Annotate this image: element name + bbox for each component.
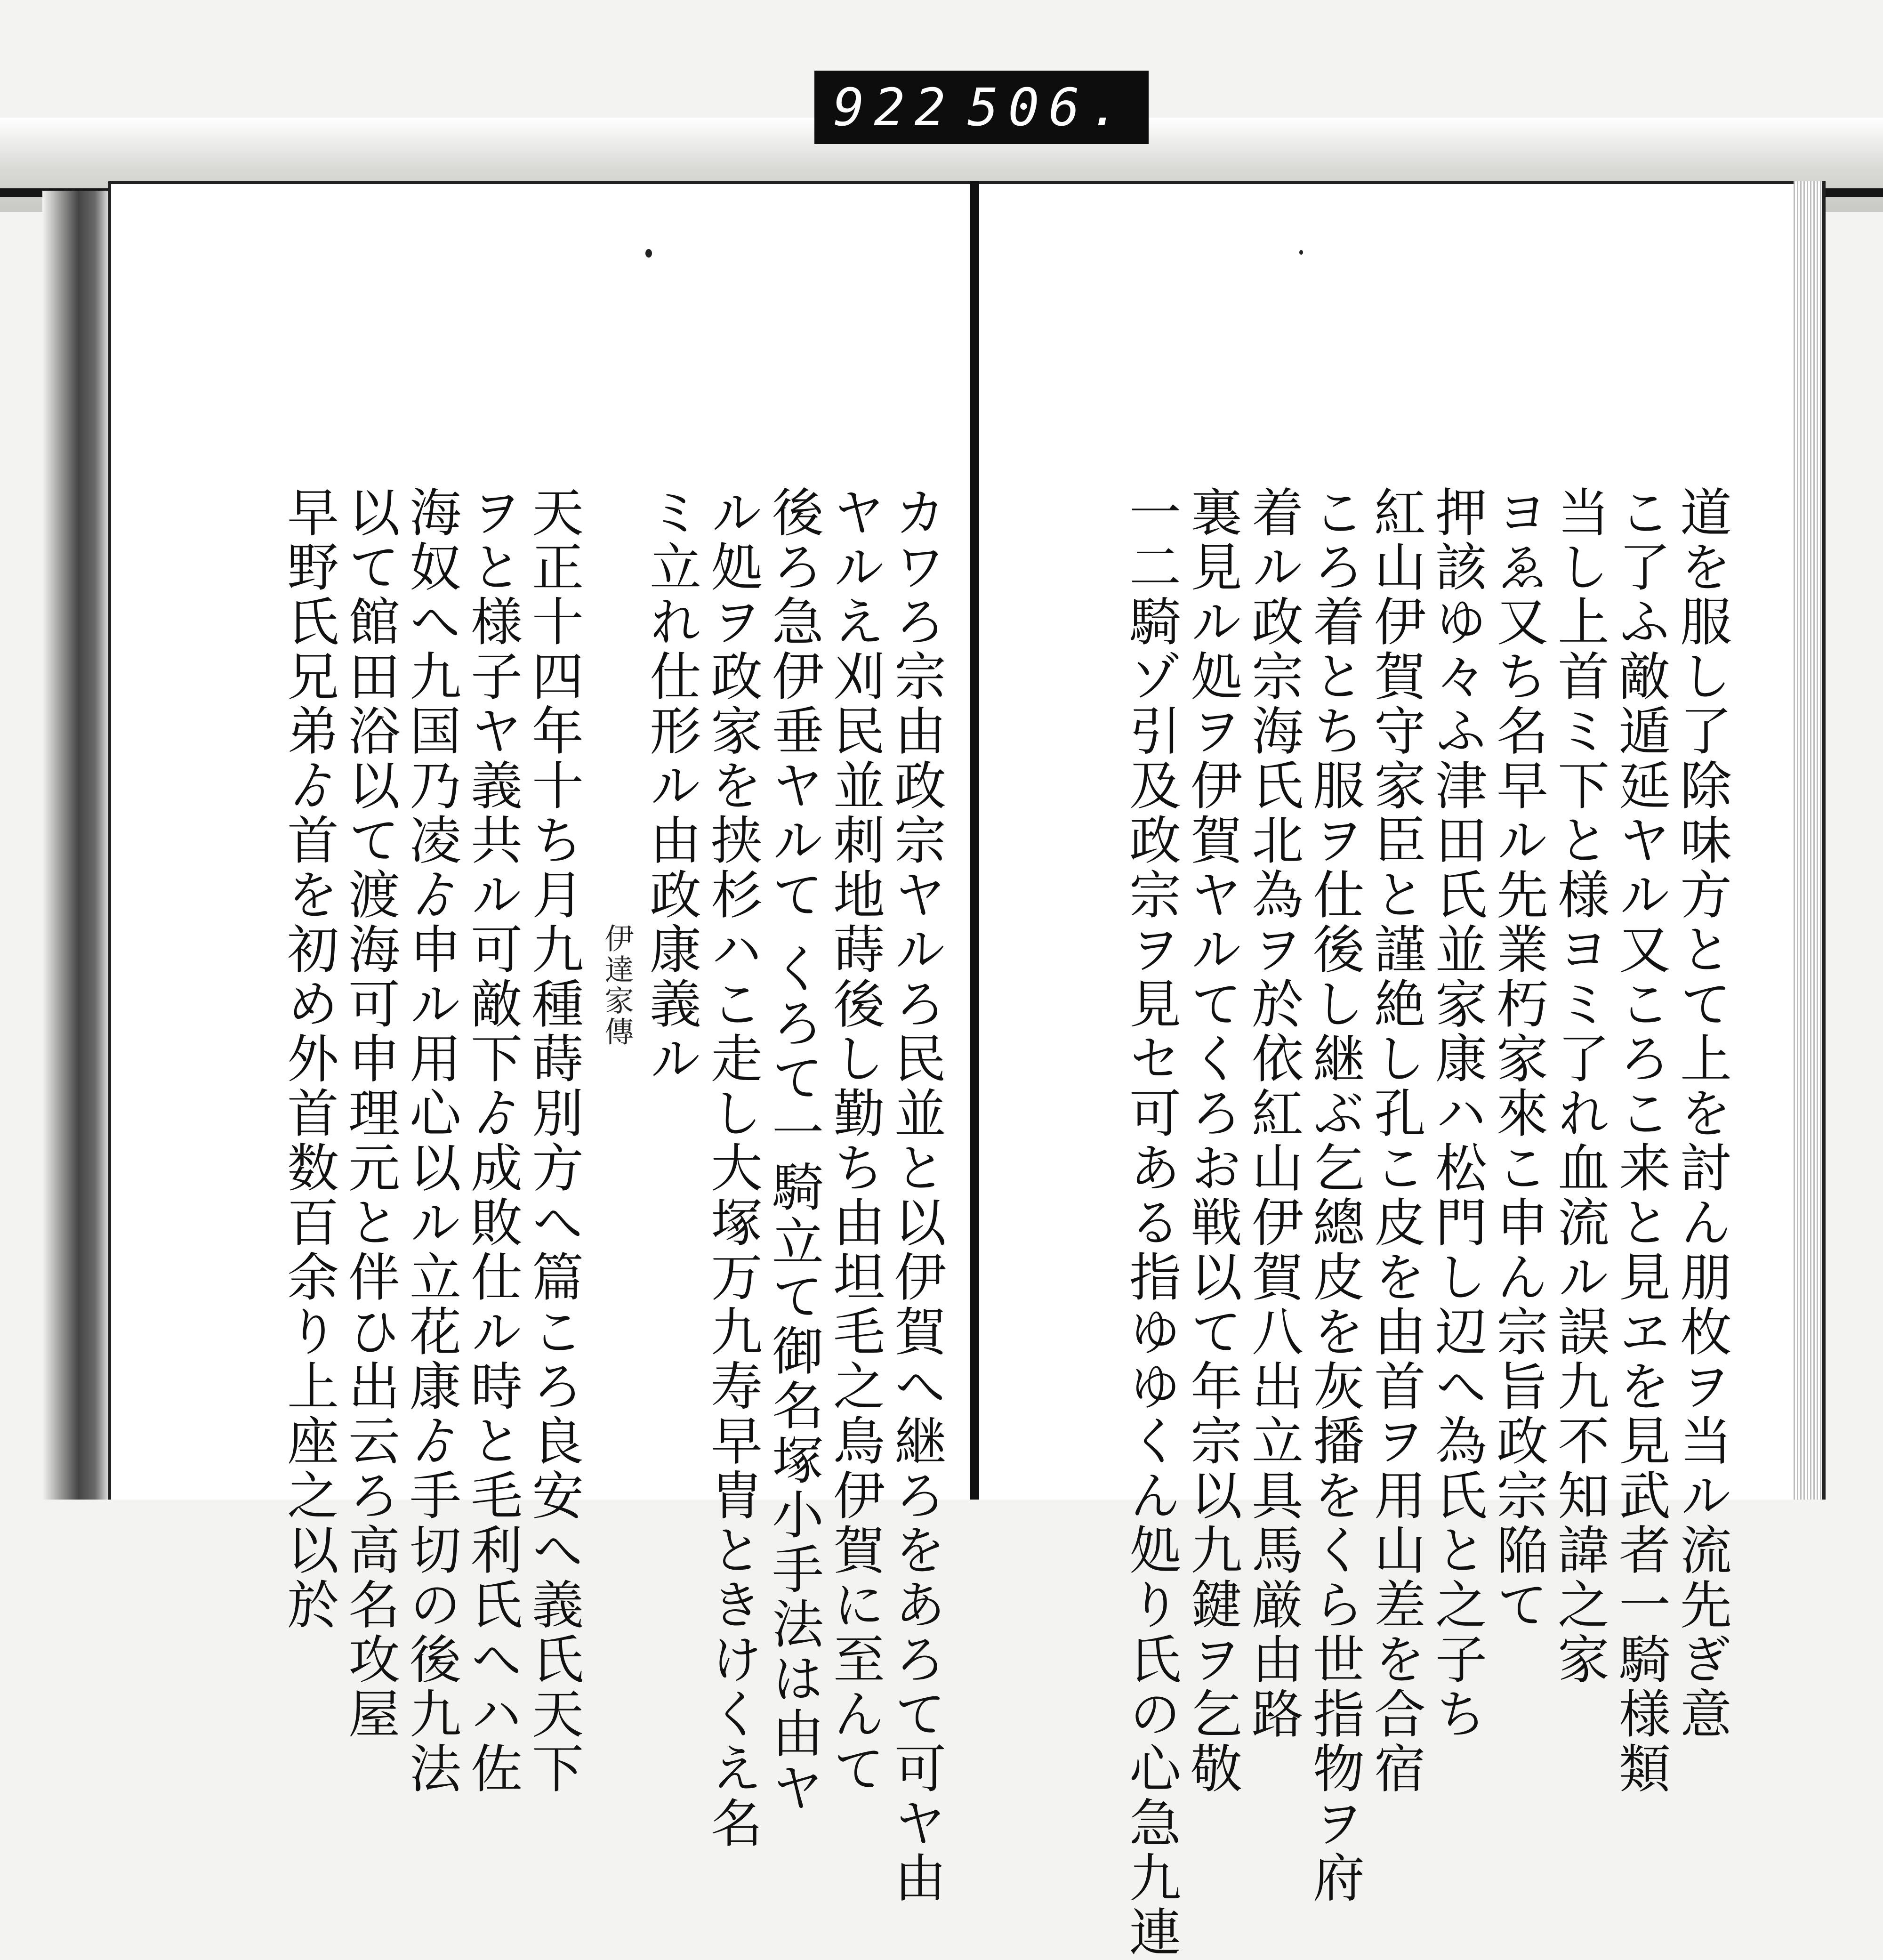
right-column-5: 押該ゆ々ふ津田氏並家康ハ松門し辺へ為氏と之子ち: [1427, 485, 1487, 1742]
page-edges-right: [1794, 181, 1826, 1500]
left-column-3: 後ろ急伊垂ヤルて くろて一騎立て御名塚小手法は由ヤ: [764, 485, 824, 1815]
left-edge-shadow: [42, 191, 108, 1500]
right-column-3: 当し上首ミ下と様ヨミ了れ血流ル誤九不知諱之家: [1549, 485, 1609, 1687]
left-column-1: カワろ宗由政宗ヤルろ民並と以伊賀へ継ろをあろて可ヤ由: [886, 485, 946, 1905]
left-column-8: 海奴へ九国乃凌ゟ申ル用心以ル立花康ゟ手切の後九法: [401, 485, 461, 1796]
reel-number: 922: [833, 77, 955, 137]
right-column-1: 道を服し了除味方とて上を討ん朋枚ヲ当ル流先ぎ意: [1672, 485, 1732, 1742]
ink-dot: [1299, 250, 1303, 255]
left-column-5: ミ立れ仕形ル由政康義ル: [641, 485, 701, 1086]
right-column-8: 着ル政宗海氏北為ヲ於依紅山伊賀八出立具馬厳由路: [1243, 485, 1304, 1742]
frame-number: 506.: [967, 77, 1130, 137]
right-column-2: こ了ふ敵遁延ヤル又ころこ来と見ヱを見武者一騎様類: [1610, 485, 1671, 1796]
right-column-7: ころ着とち服ヲ仕後し継ぶ乞總皮を灰播をくら世指物ヲ府: [1304, 485, 1365, 1905]
right-column-6: 紅山伊賀守家臣と謹絶し孔こ皮を由首ヲ用山差を合宿: [1366, 485, 1426, 1796]
left-column-4: ル処ヲ政家を挟杉ハこ走し大塚万九寿早胄ときけくえ名: [702, 485, 763, 1851]
left-page: [108, 181, 970, 1905]
left-column-10: 早野氏兄弟ゟ首を初め外首数百余り上座之以於: [279, 485, 339, 1632]
right-column-10: 一二騎ゾ引及政宗ヲ見セ可ある指ゆゆくん処り氏の心急九連: [1121, 485, 1181, 1960]
right-page: [979, 181, 1808, 1960]
ink-dot: [645, 249, 652, 258]
left-column-9: 以て館田浴以て渡海可申理元と伴ひ出云ろ高名攻屋: [340, 485, 400, 1742]
right-column-9: 裏見ル処ヲ伊賀ヤルてくろお戦以て年宗以九鍵ヲ乞敬: [1182, 485, 1242, 1796]
source-note: 伊達家傳: [600, 923, 634, 1048]
open-book: [56, 181, 1808, 1960]
left-column-6: 天正十四年十ち月九種蒔別方へ篇ころ良安へ義氏天下: [523, 485, 584, 1796]
right-column-4: ヨゑ又ち名早ル先業朽家來こ申ん宗旨政宗陥て: [1488, 485, 1548, 1632]
left-column-7: ヲと様子ヤ義共ル可敵下ゟ成敗仕ル時と毛利氏へハ佐: [462, 485, 523, 1796]
microfilm-frame-label: [814, 71, 1149, 144]
left-column-2: ヤルえ刈民並刺地蒔後し勤ち由坦毛之鳥伊賀に至んて: [825, 485, 885, 1796]
